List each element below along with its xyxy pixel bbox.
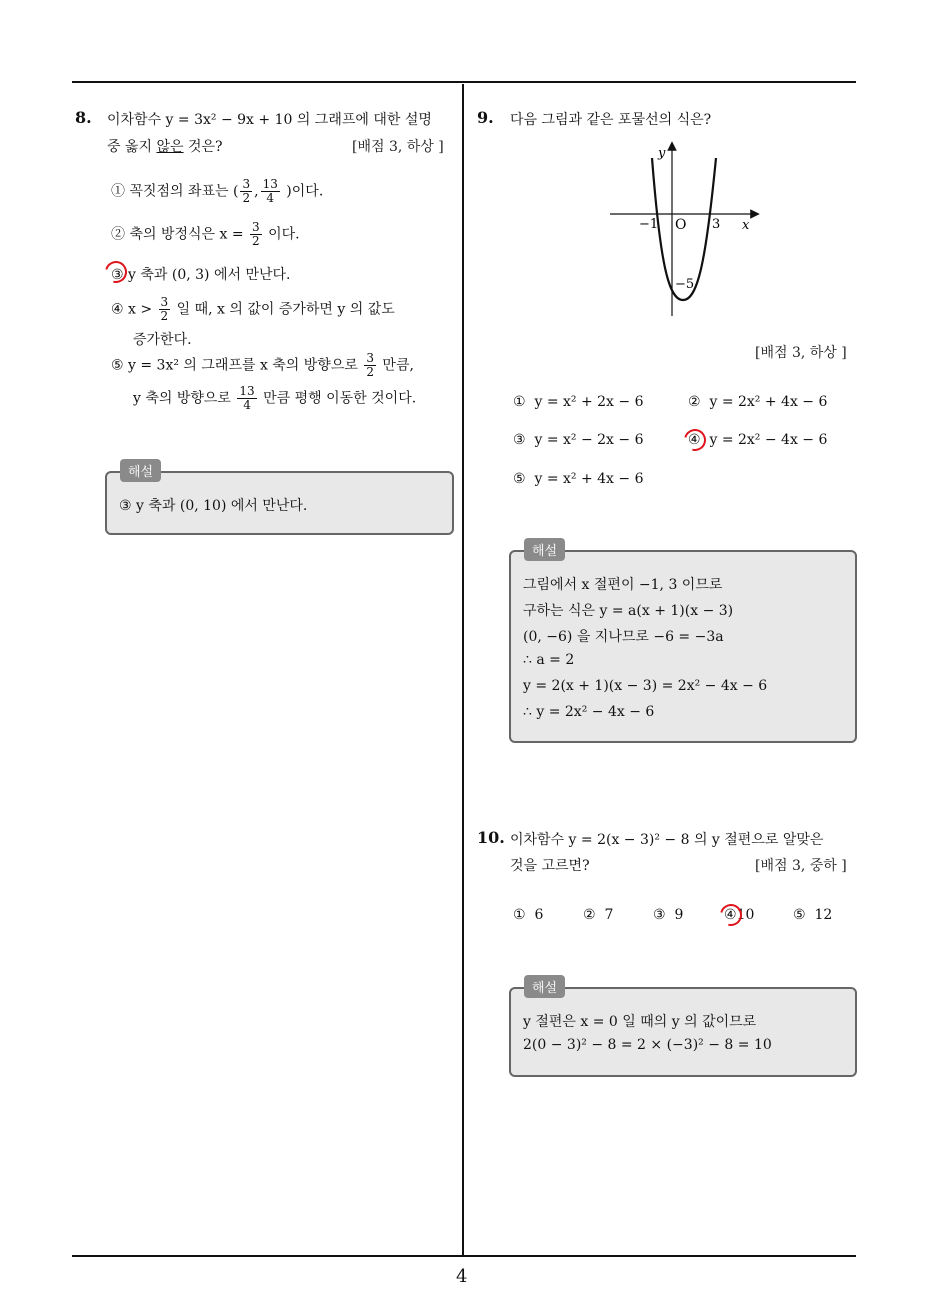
bottom-rule xyxy=(72,1255,856,1257)
fraction: $\frac{3}{2}$ xyxy=(242,177,251,205)
solution-line: y = 2(x + 1)(x − 3) = 2x² − 4x − 6 xyxy=(523,678,768,694)
question-stem: 다음 그림과 같은 포물선의 식은? xyxy=(510,112,712,128)
option-5[interactable]: ⑤ y = 3x² 의 그래프를 x 축의 방향으로 $\frac{3}{2}$ 만큼, xyxy=(111,351,414,379)
x-axis-label: x xyxy=(742,218,750,233)
score-meta: [배점 3, 중하 ] xyxy=(755,858,847,874)
option-1[interactable]: ① 꼭짓점의 좌표는 ( $\frac{3}{2}$ , $\frac{13}{4}$ )이다. xyxy=(111,177,324,205)
tick-label-neg5: −5 xyxy=(675,277,695,292)
question-stem: 이차함수 y = 2(x − 3)² − 8 의 y 절편으로 알맞은 xyxy=(510,832,824,848)
fraction: $\frac{13}{4}$ xyxy=(239,384,255,412)
solution-tag: 해설 xyxy=(524,538,565,561)
origin-label: O xyxy=(675,217,687,233)
option-2[interactable]: ② 축의 방정식은 x = $\frac{3}{2}$ 이다. xyxy=(111,220,300,248)
solution-line: y 절편은 x = 0 일 때의 y 의 값이므로 xyxy=(523,1014,757,1030)
question-number: 8. xyxy=(75,108,92,127)
fraction: $\frac{3}{2}$ xyxy=(366,351,374,379)
y-axis-label: y xyxy=(658,146,666,161)
question-stem: 이차함수 y = 3x² − 9x + 10 의 그래프에 대한 설명 xyxy=(107,112,432,128)
answer-mark-circle xyxy=(716,900,746,930)
solution-line: 그림에서 x 절편이 −1, 3 이므로 xyxy=(523,577,723,593)
option-4[interactable]: ④ x > $\frac{3}{2}$ 일 때, x 의 값이 증가하면 y 의 값도 xyxy=(111,295,395,323)
option-3[interactable]: ③ y = x² − 2x − 6 xyxy=(513,432,644,448)
option-5[interactable]: ⑤ 12 xyxy=(793,907,833,923)
column-divider xyxy=(462,84,464,1256)
question-number: 9. xyxy=(477,108,494,127)
top-rule xyxy=(72,81,856,83)
score-meta: [배점 3, 하상 ] xyxy=(755,345,847,361)
answer-mark-circle xyxy=(680,425,710,455)
option-3[interactable]: ③ 9 xyxy=(653,907,684,923)
solution-line: (0, −6) 을 지나므로 −6 = −3a xyxy=(523,629,724,645)
emphasis-underline: 않은 xyxy=(156,139,184,155)
option-4[interactable]: ④10 xyxy=(724,907,755,923)
fraction: $\frac{3}{2}$ xyxy=(160,295,169,323)
solution-line: ∴ a = 2 xyxy=(523,652,575,668)
solution-tag: 해설 xyxy=(120,459,161,482)
question-number: 10. xyxy=(477,828,505,847)
fraction: $\frac{13}{4}$ xyxy=(262,177,278,205)
option-3[interactable]: ③ y 축과 (0, 3) 에서 만난다. xyxy=(111,267,291,283)
option-4-line2: 증가한다. xyxy=(133,332,192,348)
solution-tag: 해설 xyxy=(524,975,565,998)
option-1[interactable]: ① 6 xyxy=(513,907,544,923)
question-stem-line2: 중 옳지 않은 것은? xyxy=(107,139,223,155)
option-4[interactable]: ④ y = 2x² − 4x − 6 xyxy=(688,432,828,448)
score-meta: [배점 3, 하상 ] xyxy=(352,139,444,155)
option-2[interactable]: ② 7 xyxy=(583,907,614,923)
option-1[interactable]: ① y = x² + 2x − 6 xyxy=(513,394,644,410)
solution-line: 구하는 식은 y = a(x + 1)(x − 3) xyxy=(523,603,734,619)
option-5-line2: y 축의 방향으로 $\frac{13}{4}$ 만큼 평행 이동한 것이다. xyxy=(133,384,417,412)
option-5[interactable]: ⑤ y = x² + 4x − 6 xyxy=(513,471,644,487)
solution-line: ③ y 축과 (0, 10) 에서 만난다. xyxy=(119,498,308,514)
solution-line: 2(0 − 3)² − 8 = 2 × (−3)² − 8 = 10 xyxy=(523,1037,772,1053)
solution-box xyxy=(509,550,857,743)
fraction: $\frac{3}{2}$ xyxy=(252,220,260,248)
question-stem-line2: 것을 고르면? xyxy=(510,858,590,874)
parabola-graph xyxy=(600,140,770,325)
tick-label-3: 3 xyxy=(712,217,721,232)
tick-label-neg1: −1 xyxy=(639,217,659,232)
page-number: 4 xyxy=(456,1266,468,1287)
solution-line: ∴ y = 2x² − 4x − 6 xyxy=(523,704,655,720)
option-2[interactable]: ② y = 2x² + 4x − 6 xyxy=(688,394,828,410)
solution-box xyxy=(509,987,857,1077)
